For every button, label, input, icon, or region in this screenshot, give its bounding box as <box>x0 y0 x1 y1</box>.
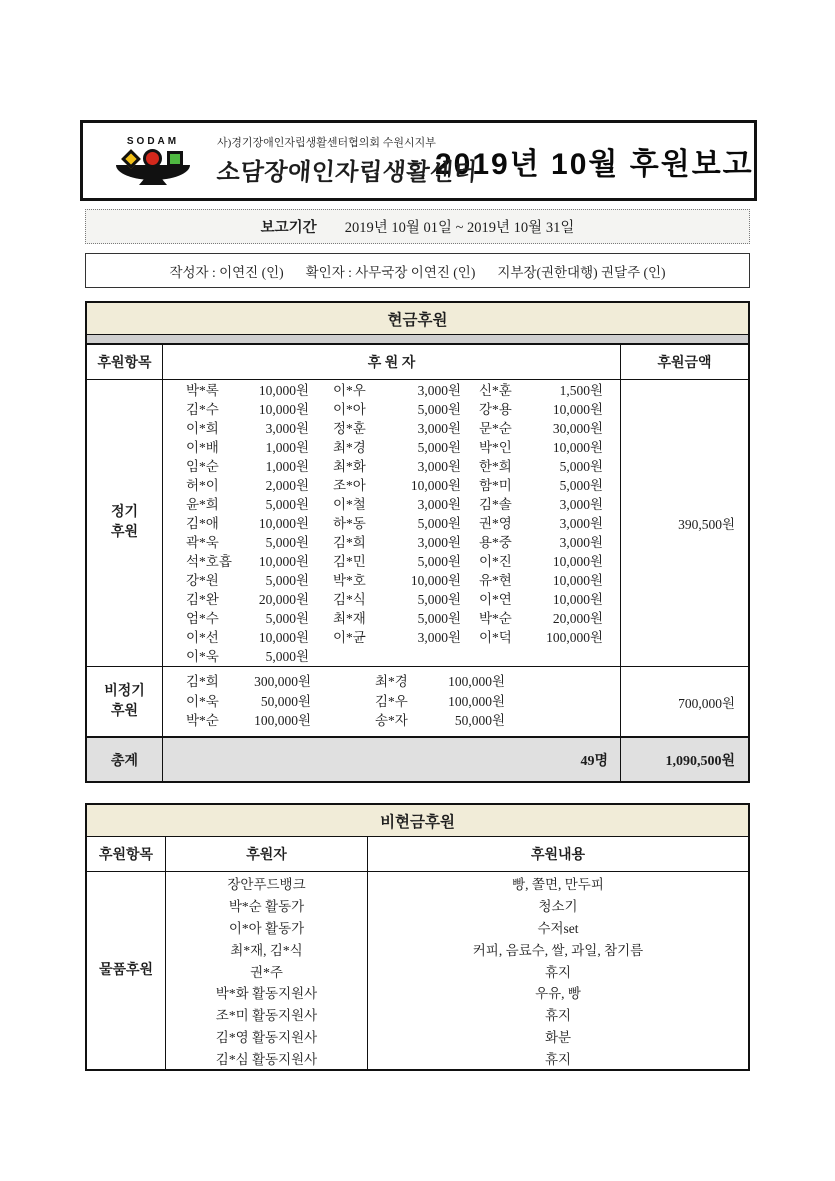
goods-donation-content: 휴지 <box>544 964 572 980</box>
donor-amount: 5,000원 <box>417 610 461 626</box>
donor-name: 한*희 <box>479 458 512 474</box>
donor-name: 김*우 <box>375 693 408 709</box>
donor-amount: 5,000원 <box>559 477 603 493</box>
logo-bowl-foot <box>139 179 167 185</box>
donor-row <box>186 495 604 514</box>
column-header-donor: 후원자 <box>166 837 368 871</box>
donor-row <box>186 590 604 609</box>
donor-name: 이*철 <box>333 496 366 512</box>
donor-name: 이*희 <box>186 420 219 436</box>
donor-name: 김*완 <box>186 591 219 607</box>
irregular-donation-section <box>87 667 748 737</box>
donor-amount: 2,000원 <box>265 477 309 493</box>
sodam-logo <box>101 136 205 185</box>
column-header-item: 후원항목 <box>87 837 166 871</box>
report-period-box <box>85 209 750 244</box>
org-center-name: 소담장애인자립생활센터 <box>215 160 479 186</box>
donor-name: 이*진 <box>479 553 512 569</box>
donor-name: 임*순 <box>186 458 219 474</box>
donor-name: 이*연 <box>479 591 512 607</box>
regular-label-line1: 정기 <box>110 505 139 520</box>
donor-row <box>186 552 604 571</box>
donor-name: 강*원 <box>186 572 219 588</box>
goods-section-label: 물품후원 <box>87 872 166 1069</box>
donor-amount: 10,000원 <box>258 515 309 531</box>
total-label: 총계 <box>87 738 163 781</box>
donor-amount: 3,000원 <box>417 382 461 398</box>
donor-name: 하*동 <box>333 515 366 531</box>
logo-square-icon <box>167 151 183 167</box>
donor-amount: 5,000원 <box>417 553 461 569</box>
donor-amount: 5,000원 <box>417 439 461 455</box>
donor-amount: 1,500원 <box>559 382 603 398</box>
donor-name: 이*우 <box>333 382 366 398</box>
donor-row <box>186 647 604 666</box>
donor-name: 김*희 <box>186 674 219 690</box>
goods-donor-name: 장안푸드뱅크 <box>166 872 368 894</box>
donor-amount: 300,000원 <box>254 674 311 690</box>
donor-name: 석*호흡 <box>186 553 232 569</box>
donor-amount: 1,000원 <box>265 458 309 474</box>
goods-donation-content: 휴지 <box>544 1052 572 1068</box>
donor-amount: 30,000원 <box>552 420 603 436</box>
donor-name: 송*자 <box>375 713 408 729</box>
donor-amount: 3,000원 <box>265 420 309 436</box>
donor-amount: 20,000원 <box>258 591 309 607</box>
cash-donation-table <box>85 301 750 783</box>
goods-row <box>166 938 748 960</box>
authors-box <box>85 253 750 288</box>
donor-name: 김*솔 <box>479 496 512 512</box>
goods-donation-list <box>166 872 748 1069</box>
donor-name: 김*식 <box>333 591 366 607</box>
goods-donor-name: 김*영 활동지원사 <box>166 1025 368 1047</box>
donor-amount: 5,000원 <box>265 648 309 664</box>
donor-name: 유*현 <box>479 572 512 588</box>
report-header <box>80 120 757 201</box>
donor-amount: 3,000원 <box>417 534 461 550</box>
goods-donor-name: 최*재, 김*식 <box>166 938 368 960</box>
donor-amount: 5,000원 <box>265 534 309 550</box>
donor-name: 박*록 <box>186 382 219 398</box>
donor-name: 문*순 <box>479 420 512 436</box>
org-name-block <box>215 134 479 187</box>
regular-total-amount: 390,500원 <box>620 380 748 666</box>
logo-brand-text: SODAM <box>126 136 180 147</box>
donor-amount: 5,000원 <box>417 401 461 417</box>
column-header-amount: 후원금액 <box>620 345 748 379</box>
noncash-table-title: 비현금후원 <box>87 805 748 837</box>
donor-amount: 50,000원 <box>260 693 311 709</box>
donor-row <box>186 438 604 457</box>
goods-row <box>166 1047 748 1069</box>
donor-name: 최*화 <box>333 458 366 474</box>
regular-label-line2: 후원 <box>110 525 139 540</box>
donor-name: 이*배 <box>186 439 219 455</box>
donor-amount: 10,000원 <box>552 553 603 569</box>
irregular-label-line1: 비정기 <box>104 683 145 699</box>
irregular-total-amount: 700,000원 <box>620 667 748 736</box>
donor-name: 용*중 <box>479 534 512 550</box>
donor-row <box>186 609 604 628</box>
donor-name: 조*아 <box>333 477 366 493</box>
noncash-donation-table <box>85 803 750 1071</box>
donor-name: 이*욱 <box>186 693 219 709</box>
goods-row <box>166 872 748 894</box>
author-director: 지부장(권한대행) 권달주 (인) <box>497 264 666 280</box>
donor-name: 최*경 <box>333 439 366 455</box>
donor-amount: 100,000원 <box>448 693 505 709</box>
donor-amount: 3,000원 <box>559 534 603 550</box>
period-label: 보고기간 <box>260 220 317 236</box>
irregular-section-label <box>87 667 163 736</box>
cash-table-title: 현금후원 <box>87 303 748 335</box>
donor-name: 최*경 <box>375 674 408 690</box>
donor-amount: 3,000원 <box>559 496 603 512</box>
donor-name: 정*훈 <box>333 420 366 436</box>
logo-shapes <box>124 149 183 168</box>
spacer <box>311 711 375 731</box>
irregular-donor-list <box>163 667 620 736</box>
goods-donation-content: 빵, 쫄면, 만두피 <box>512 876 604 892</box>
donor-name: 신*훈 <box>479 382 512 398</box>
donor-name: 이*욱 <box>186 648 219 664</box>
donor-row <box>186 457 604 476</box>
donor-name: 김*민 <box>333 553 366 569</box>
donor-name: 권*영 <box>479 515 512 531</box>
donor-amount: 10,000원 <box>258 553 309 569</box>
donor-name <box>309 647 379 666</box>
donor-amount: 3,000원 <box>417 458 461 474</box>
donor-name: 박*순 <box>186 713 219 729</box>
goods-donation-content: 커피, 음료수, 쌀, 과일, 참기름 <box>472 942 644 958</box>
donor-amount: 5,000원 <box>417 515 461 531</box>
donor-name: 함*미 <box>479 477 512 493</box>
donor-amount: 10,000원 <box>410 477 461 493</box>
column-header-donor: 후 원 자 <box>367 356 416 371</box>
donor-amount: 3,000원 <box>559 515 603 531</box>
donor-row <box>186 476 604 495</box>
donor-amount: 100,000원 <box>546 629 603 645</box>
donor-name: 이*덕 <box>479 629 512 645</box>
goods-donation-content: 수저set <box>537 920 579 936</box>
donor-row <box>186 711 604 731</box>
donor-row <box>186 514 604 533</box>
donor-name: 박*순 <box>479 610 512 626</box>
donor-name: 강*용 <box>479 401 512 417</box>
donor-amount: 3,000원 <box>417 496 461 512</box>
regular-donation-section <box>87 380 748 667</box>
goods-row <box>166 1025 748 1047</box>
logo-circle-icon <box>143 149 162 168</box>
donor-amount: 10,000원 <box>258 629 309 645</box>
regular-donor-list <box>163 380 620 666</box>
spacer <box>311 692 375 712</box>
donor-row <box>186 692 604 712</box>
donor-amount: 10,000원 <box>258 401 309 417</box>
donor-amount: 5,000원 <box>265 496 309 512</box>
goods-donation-content: 휴지 <box>544 1008 572 1024</box>
donor-amount: 3,000원 <box>417 420 461 436</box>
donor-amount: 5,000원 <box>559 458 603 474</box>
donor-amount: 10,000원 <box>410 572 461 588</box>
goods-donation-content: 청소기 <box>538 898 578 914</box>
donor-amount: 100,000원 <box>448 674 505 690</box>
goods-row <box>166 894 748 916</box>
cash-table-header-row <box>87 345 748 380</box>
logo-diamond-icon <box>121 149 141 169</box>
donor-name: 엄*수 <box>186 610 219 626</box>
donor-amount: 10,000원 <box>552 401 603 417</box>
goods-donation-section <box>87 872 748 1069</box>
goods-row <box>166 981 748 1003</box>
donor-amount: 100,000원 <box>254 713 311 729</box>
donor-row <box>186 400 604 419</box>
donor-amount <box>379 647 461 666</box>
donor-name: 김*수 <box>186 401 219 417</box>
donor-row <box>186 533 604 552</box>
total-donor-count: 49명 <box>580 753 608 769</box>
donor-amount: 10,000원 <box>552 439 603 455</box>
period-value: 2019년 10월 01일 ~ 2019년 10월 31일 <box>344 220 575 236</box>
donor-name: 박*인 <box>479 439 512 455</box>
donor-name: 김*희 <box>333 534 366 550</box>
donor-amount: 10,000원 <box>552 591 603 607</box>
donor-amount: 10,000원 <box>552 572 603 588</box>
column-header-content: 후원내용 <box>530 848 586 863</box>
goods-donation-content: 화분 <box>544 1030 572 1046</box>
donor-row <box>186 628 604 647</box>
cash-table-divider-strip <box>87 335 748 345</box>
goods-donor-name: 이*아 활동가 <box>166 916 368 938</box>
goods-donor-name: 박*순 활동가 <box>166 894 368 916</box>
donor-row <box>186 381 604 400</box>
donor-amount: 5,000원 <box>265 572 309 588</box>
org-association-name: 사)경기장애인자립생활센터협의회 수원시지부 <box>217 137 436 149</box>
goods-donor-name: 박*화 활동지원사 <box>166 981 368 1003</box>
goods-donation-content: 우유, 빵 <box>535 986 581 1002</box>
goods-donor-name: 권*주 <box>166 960 368 982</box>
goods-donor-name: 김*심 활동지원사 <box>166 1047 368 1069</box>
column-header-item: 후원항목 <box>87 345 163 379</box>
donor-name: 이*균 <box>333 629 366 645</box>
donor-amount: 5,000원 <box>417 591 461 607</box>
donor-name: 윤*희 <box>186 496 219 512</box>
irregular-label-line2: 후원 <box>110 703 139 719</box>
donor-name: 허*이 <box>186 477 219 493</box>
donor-amount: 20,000원 <box>552 610 603 626</box>
goods-row <box>166 960 748 982</box>
author-checker: 확인자 : 사무국장 이연진 (인) <box>305 264 476 280</box>
donor-name: 곽*욱 <box>186 534 219 550</box>
donor-name: 이*아 <box>333 401 366 417</box>
donor-row <box>186 672 604 692</box>
noncash-table-header-row <box>87 837 748 872</box>
donor-name: 최*재 <box>333 610 366 626</box>
donor-amount: 50,000원 <box>454 713 505 729</box>
donor-amount: 5,000원 <box>265 610 309 626</box>
donor-amount: 3,000원 <box>417 629 461 645</box>
donor-amount <box>531 647 603 666</box>
regular-section-label <box>87 380 163 666</box>
donor-row <box>186 571 604 590</box>
author-writer: 작성자 : 이연진 (인) <box>169 264 284 280</box>
page-title: 2019년 10월 후원보고 <box>435 147 754 181</box>
goods-donor-name: 조*미 활동지원사 <box>166 1003 368 1025</box>
donor-amount: 1,000원 <box>265 439 309 455</box>
donor-name: 김*애 <box>186 515 219 531</box>
total-amount: 1,090,500원 <box>620 738 748 781</box>
donor-row <box>186 419 604 438</box>
donor-name: 이*선 <box>186 629 219 645</box>
cash-total-row <box>87 737 748 781</box>
donor-amount: 10,000원 <box>258 382 309 398</box>
goods-row <box>166 1003 748 1025</box>
donor-name <box>461 647 531 666</box>
donor-name: 박*호 <box>333 572 366 588</box>
spacer <box>311 672 375 692</box>
goods-row <box>166 916 748 938</box>
